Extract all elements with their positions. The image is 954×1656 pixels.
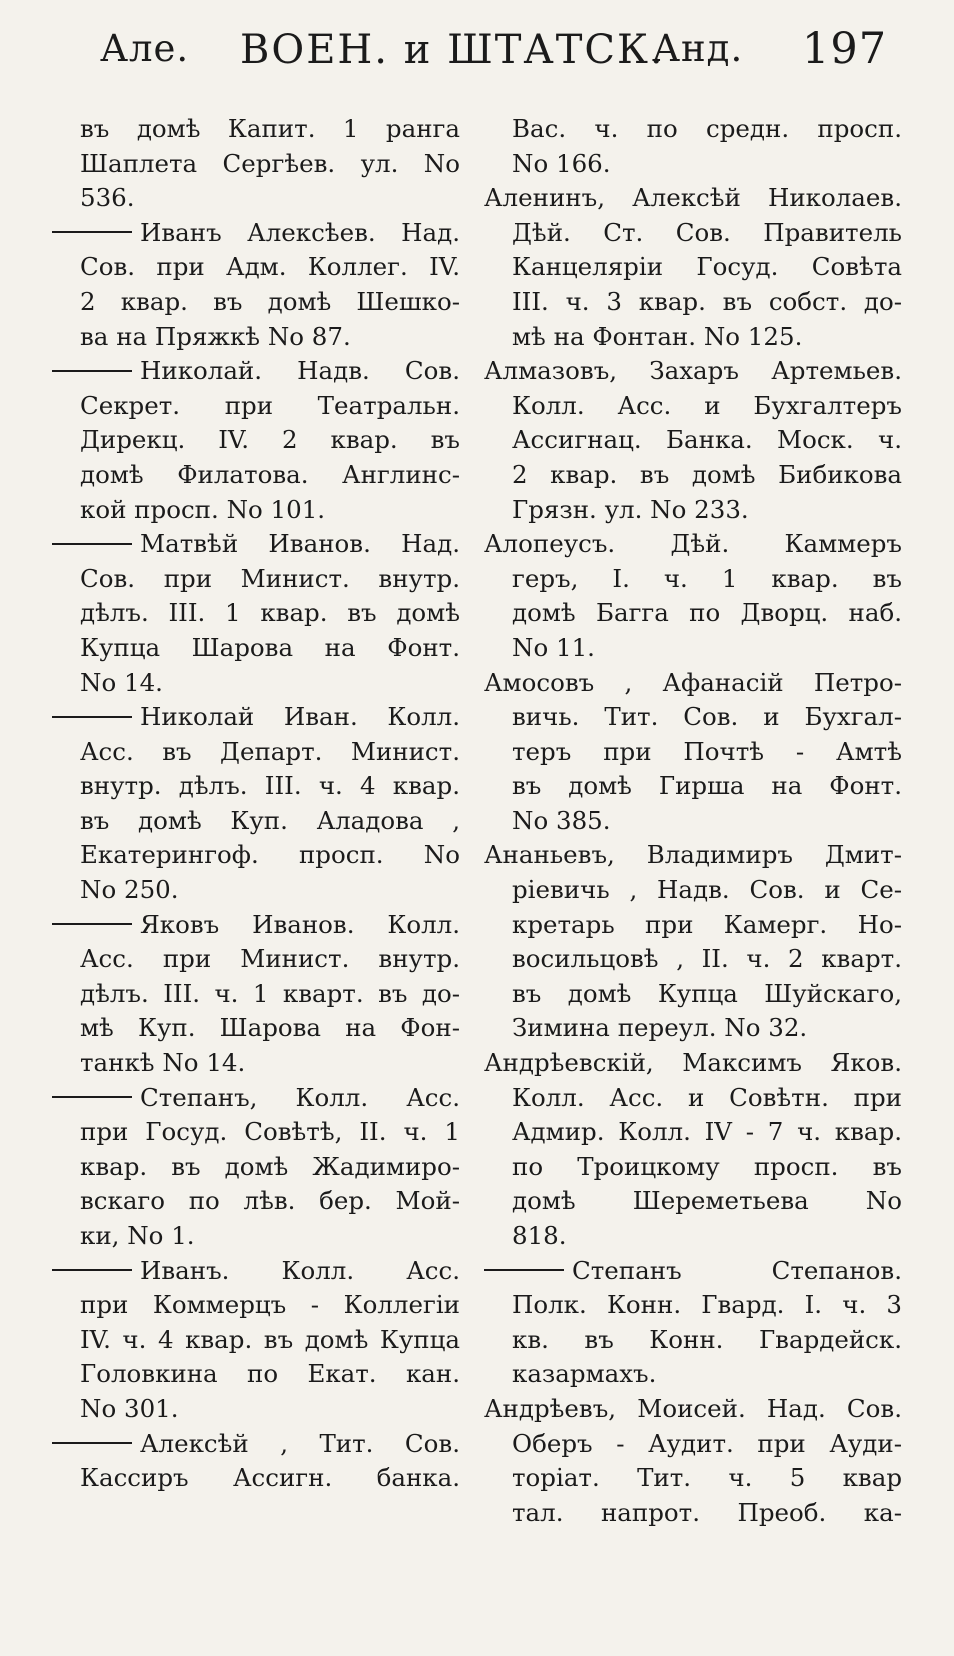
text-line [52,354,460,389]
ditto-dash [52,1442,132,1444]
line-text: Оберъ - Аудит. при Ауди- [512,1428,902,1458]
line-text: домѣ Багга по Дворц. наб. [512,598,902,628]
line-text: Ассигнац. Банка. Моск. ч. [512,425,902,455]
line-text: Асс. при Минист. внутр. [80,944,460,974]
line-text: Иванъ Алексѣев. Над. [140,217,460,247]
text-line [52,838,460,873]
line-text: Ананьевъ, Владимиръ Дмит- [484,840,902,870]
line-text: по Троицкому просп. въ [512,1151,902,1181]
line-text: въ домѣ Куп. Аладова , [80,805,460,835]
page-header [0,0,954,80]
ditto-dash [52,231,132,233]
text-line [484,1011,902,1046]
text-line [484,735,902,770]
line-text: геръ, I. ч. 1 квар. въ [512,563,902,593]
text-line [484,181,902,216]
line-text: рiевичь , Надв. Сов. и Се- [512,875,902,905]
line-text: Алексѣй , Тит. Сов. [140,1428,460,1458]
text-line [484,838,902,873]
text-line [484,423,902,458]
text-line [52,147,460,182]
line-text: Колл. Асс. и Совѣтн. при [512,1082,902,1112]
line-text: домѣ Филатова. Англинс- [80,459,460,489]
text-line [52,1011,460,1046]
line-text: тал. напрот. Преоб. ка- [512,1497,902,1527]
text-line [484,354,902,389]
line-text: Степанъ, Колл. Асс. [140,1082,460,1112]
line-text: вскаго по лѣв. бер. Мой- [80,1186,460,1216]
line-text: 536. [80,183,135,213]
line-text: No 14. [80,667,163,697]
line-text: Сов. при Адм. Коллег. IV. [80,252,460,282]
text-line [484,1115,902,1150]
line-text: восильцовѣ , II. ч. 2 кварт. [512,944,902,974]
text-line [52,804,460,839]
text-line [52,216,460,251]
text-line [484,1496,902,1531]
line-text: Дирекц. IV. 2 квар. въ [80,425,460,455]
text-line [484,320,902,355]
text-line [52,181,460,216]
line-text: Канцелярiи Госуд. Совѣта [512,252,902,282]
line-text: мѣ Куп. Шарова на Фон- [80,1013,460,1043]
line-text: кой просп. No 101. [80,494,326,524]
text-line [52,1219,460,1254]
text-line [52,250,460,285]
ditto-dash [52,1269,132,1271]
text-line [52,596,460,631]
text-line [484,285,902,320]
text-line [52,873,460,908]
text-line [484,1392,902,1427]
running-head-title: ВОЕН. и ШТАТСК. [240,27,665,73]
text-line [484,1219,902,1254]
line-text: Амосовъ , Афанасiй Петро- [484,667,902,697]
line-text: кретарь при Камерг. Но- [512,909,902,939]
text-line [484,527,902,562]
running-head-left: Але. [100,27,190,70]
text-line [484,666,902,701]
page-number: 197 [802,24,888,74]
line-text: Николай Иван. Колл. [140,702,460,732]
text-line [484,1184,902,1219]
line-text: Андрѣевъ, Моисей. Над. Сов. [484,1393,902,1423]
text-line [52,320,460,355]
line-text: казармахъ. [512,1359,657,1389]
line-text: III. ч. 3 квар. въ собст. до- [512,286,902,316]
line-text: танкѣ No 14. [80,1048,246,1078]
line-text: домѣ Шереметьева No [512,1186,902,1216]
line-text: дѣлъ. III. 1 квар. въ домѣ [80,598,460,628]
text-line [52,458,460,493]
line-text: Полк. Конн. Гвард. I. ч. 3 [512,1290,902,1320]
text-line [52,1254,460,1289]
line-text: ки, No 1. [80,1221,195,1250]
right-column [484,112,902,1530]
line-text: Секрет. при Театральн. [80,390,460,420]
text-line [52,1461,460,1496]
text-line [52,285,460,320]
text-line [52,527,460,562]
ditto-dash [52,716,132,718]
text-line [52,769,460,804]
line-text: No 301. [80,1393,179,1423]
text-line [484,873,902,908]
line-text: Грязн. ул. No 233. [512,494,749,524]
line-text: въ домѣ Капит. 1 ранга [80,114,460,143]
line-text: Головкина по Екат. кан. [80,1359,460,1389]
text-line [52,631,460,666]
text-line [52,977,460,1012]
line-text: Аленинъ, Алексѣй Николаев. [484,183,902,213]
text-line [52,1392,460,1427]
text-line [484,700,902,735]
line-text: въ домѣ Купца Шуйскаго, [512,978,902,1008]
text-line [484,908,902,943]
text-line [52,1357,460,1392]
line-text: Иванъ. Колл. Асс. [140,1255,460,1285]
line-text: Яковъ Иванов. Колл. [140,909,460,939]
text-line [52,1046,460,1081]
text-line [52,1150,460,1185]
text-line [484,112,902,147]
line-text: Сов. при Минист. внутр. [80,563,460,593]
line-text: No 385. [512,805,611,835]
text-line [484,250,902,285]
text-line [484,942,902,977]
line-text: квар. въ домѣ Жадимиро- [80,1151,460,1181]
line-text: Адмир. Колл. IV - 7 ч. квар. [512,1117,902,1147]
ditto-dash [484,1269,564,1271]
line-text: мѣ на Фонтан. No 125. [512,321,803,351]
line-text: вичь. Тит. Сов. и Бухгал- [512,702,902,732]
line-text: торiат. Тит. ч. 5 квар [512,1463,902,1493]
text-line [52,562,460,597]
line-text: No 250. [80,875,179,905]
line-text: Колл. Асс. и Бухгалтеръ [512,390,902,420]
text-line [484,596,902,631]
line-text: Степанъ Степанов. [572,1255,902,1285]
text-line [484,562,902,597]
line-text: Матвѣй Иванов. Над. [140,529,460,559]
text-line [52,389,460,424]
text-line [484,1357,902,1392]
line-text: въ домѣ Гирша на Фонт. [512,771,902,801]
text-line [52,666,460,701]
text-line [52,908,460,943]
text-line [484,147,902,182]
line-text: ва на Пряжкѣ No 87. [80,321,351,351]
line-text: 2 квар. въ домѣ Шешко- [80,286,460,316]
text-line [52,1081,460,1116]
text-line [52,942,460,977]
line-text: Дѣй. Ст. Сов. Правитель [512,217,902,247]
line-text: теръ при Почтѣ - Амтѣ [512,736,902,766]
line-text: при Коммерцъ - Коллегiи [80,1290,460,1320]
line-text: Вас. ч. по средн. просп. [512,114,902,143]
text-line [484,1288,902,1323]
line-text: внутр. дѣлъ. III. ч. 4 квар. [80,771,460,801]
line-text: IV. ч. 4 квар. въ домѣ Купца [80,1324,460,1354]
text-line [52,1427,460,1462]
line-text: Алопеусъ. Дѣй. Каммеръ [484,529,902,559]
ditto-dash [52,1096,132,1098]
text-line [52,700,460,735]
text-line [484,1323,902,1358]
text-line [484,458,902,493]
text-line [484,493,902,528]
text-line [52,1323,460,1358]
text-line [484,769,902,804]
text-line [484,1150,902,1185]
text-line [484,389,902,424]
line-text: No 166. [512,148,611,178]
ditto-dash [52,370,132,372]
text-line [484,216,902,251]
line-text: 818. [512,1221,567,1250]
text-line [484,631,902,666]
line-text: Кассиръ Ассигн. банка. [80,1463,460,1493]
line-text: Шаплета Сергѣев. ул. No [80,148,460,178]
ditto-dash [52,543,132,545]
line-text: 2 квар. въ домѣ Бибикова [512,459,902,489]
line-text: кв. въ Конн. Гвардейск. [512,1324,902,1354]
line-text: Екатeрингоф. просп. No [80,840,460,870]
text-line [52,423,460,458]
line-text: No 11. [512,632,595,662]
text-line [52,1184,460,1219]
text-line [52,1288,460,1323]
text-line [484,1461,902,1496]
line-text: Николай. Надв. Сов. [140,356,460,386]
text-line [52,112,460,147]
text-line [484,1081,902,1116]
line-text: при Госуд. Совѣтѣ, II. ч. 1 [80,1117,460,1147]
line-text: Алмазовъ, Захаръ Артемьев. [484,356,902,386]
line-text: Зимина переул. No 32. [512,1013,808,1043]
line-text: Купца Шарова на Фонт. [80,632,460,662]
text-line [484,804,902,839]
line-text: Асс. въ Департ. Минист. [80,736,460,766]
running-head-right: Анд. [652,27,744,70]
text-line [52,1115,460,1150]
ditto-dash [52,923,132,925]
line-text: Андрѣевскiй, Максимъ Яков. [484,1048,902,1078]
line-text: дѣлъ. III. ч. 1 кварт. въ до- [80,978,460,1008]
text-line [484,977,902,1012]
text-line [484,1254,902,1289]
text-line [52,493,460,528]
text-line [52,735,460,770]
left-column [52,112,460,1496]
text-line [484,1427,902,1462]
text-line [484,1046,902,1081]
